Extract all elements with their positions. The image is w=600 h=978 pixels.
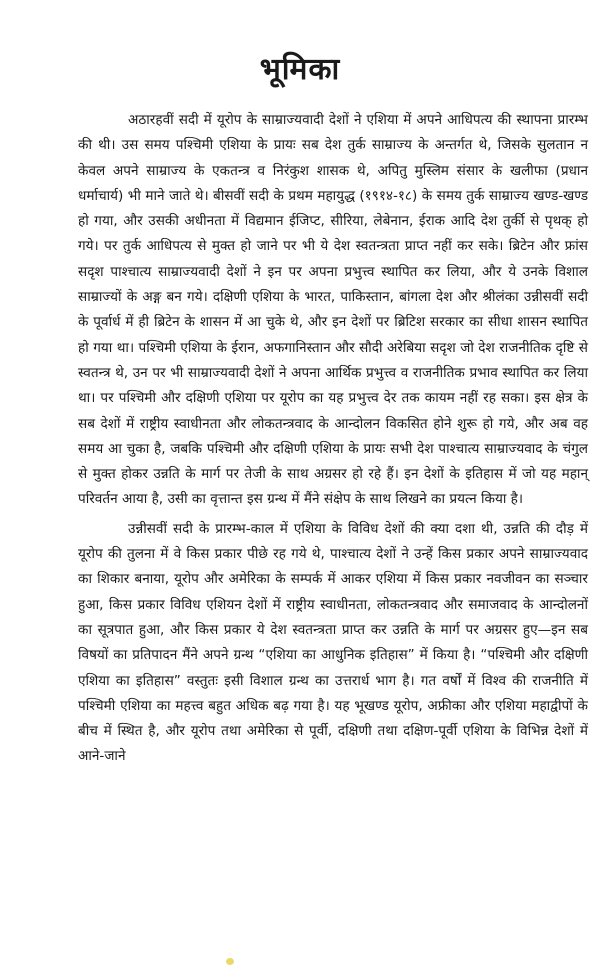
page-title: भूमिका — [259, 52, 341, 87]
yellow-mark — [226, 958, 234, 965]
paragraph-1: अठारहवीं सदी में यूरोप के साम्राज्यवादी देशों ने एशिया में अपने आधिपत्य की स्थापना प्रारम्भ की थी। उस समय पश्चिमी एशिया के प्रायः सब देश तुर्क साम्राज्य के अन्तर्गत थे, जिसके सुलतान न केवल अपने साम्राज्य के एकतन्त्र व निरंकुश शासक थे, अपितु मुस्लिम संसार के खलीफा (प्रधान धर्माचार्य) भी माने जाते थे। बीसवीं सदी के प्रथम महायुद्ध (१९१४-१८) के समय तुर्क साम्राज्य खण्ड-खण्ड हो गया, और उसकी अधीनता में विद्यमान ईजिप्ट, सीरिया, लेबेनान, ईराक आदि देश तुर्की से पृथक् हो गये। पर तुर्क आधिपत्य से मुक्त हो जाने पर भी ये देश स्वतन्त्रता प्राप्त नहीं कर सके। ब्रिटेन और फ्रांस सदृश पाश्चात्य साम्राज्यवादी देशों ने इन पर अपना प्रभुत्त्व स्थापित कर लिया, और ये उनके विशाल साम्राज्यों के अङ्ग बन गये। दक्षिणी एशिया के भारत, पाकिस्तान, बांगला देश और श्रीलंका उन्नीसवीं सदी के पूर्वार्ध में ही ब्रिटेन के शासन में आ चुके थे, और इन देशों पर ब्रिटिश सरकार का सीधा शासन स्थापित हो गया था। पश्चिमी एशिया के ईरान, अफगानिस्तान और सौदी अरेबिया सदृश जो देश राजनीतिक दृष्टि से स्वतन्त्र थे, उन पर भी साम्राज्यवादी देशों ने अपना आर्थिक प्रभुत्त्व व राजनीतिक प्रभाव स्थापित कर लिया था। पर पश्चिमी और दक्षिणी एशिया पर यूरोप का यह प्रभुत्त्व देर तक कायम नहीं रह सका। इस क्षेत्र के सब देशों में राष्ट्रीय स्वाधीनता और लोकतन्त्रवाद के आन्दोलन विकसित होने शुरू हो गये, और अब वह समय आ चुका है, जबकि पश्चिमी और दक्षिणी एशिया के प्रायः सभी देश पाश्चात्य साम्राज्यवाद के चंगुल से मुक्त होकर उन्नति के मार्ग पर तेजी के साथ अग्रसर हो रहे हैं। इन देशों के इतिहास में जो यह महान् परिवर्तन आया है, उसी का वृत्तान्त इस ग्रन्थ में मैंने संक्षेप के साथ लिखने का प्रयत्न किया है। — [78, 112, 588, 508]
paragraph-2: उन्नीसवीं सदी के प्रारम्भ-काल में एशिया के विविध देशों की क्या दशा थी, उन्नति की दौड़ में यूरोप की तुलना में वे किस प्रकार पीछे रह गये थे, पाश्चात्य देशों ने उन्हें किस प्रकार अपने साम्राज्यवाद का शिकार बनाया, यूरोप और अमेरिका के सम्पर्क में आकर एशिया में किस प्रकार नवजीवन का सञ्चार हुआ, किस प्रकार विविध एशियन देशों में राष्ट्रीय स्वाधीनता, लोकतन्त्रवाद और समाजवाद के आन्दोलनों का सूत्रपात हुआ, और किस प्रकार ये देश स्वतन्त्रता प्राप्त कर उन्नति के मार्ग पर अग्रसर हुए—इन सब विषयों का प्रतिपादन मैंने अपने ग्रन्थ “एशिया का आधुनिक इतिहास” में किया है। “पश्चिमी और दक्षिणी एशिया का इतिहास” वस्तुतः इसी विशाल ग्रन्थ का उत्तरार्ध भाग है। गत वर्षों में विश्व की राजनीति में पश्चिमी एशिया का महत्त्व बहुत अधिक बढ़ गया है। यह भूखण्ड यूरोप, अफ्रीका और एशिया महाद्वीपों के बीच में स्थित है, और यूरोप तथा अमेरिका से पूर्वी, दक्षिणी तथा दक्षिण-पूर्वी एशिया के विभिन्न देशों में आने-जाने — [78, 520, 588, 765]
body-text — [78, 108, 588, 770]
